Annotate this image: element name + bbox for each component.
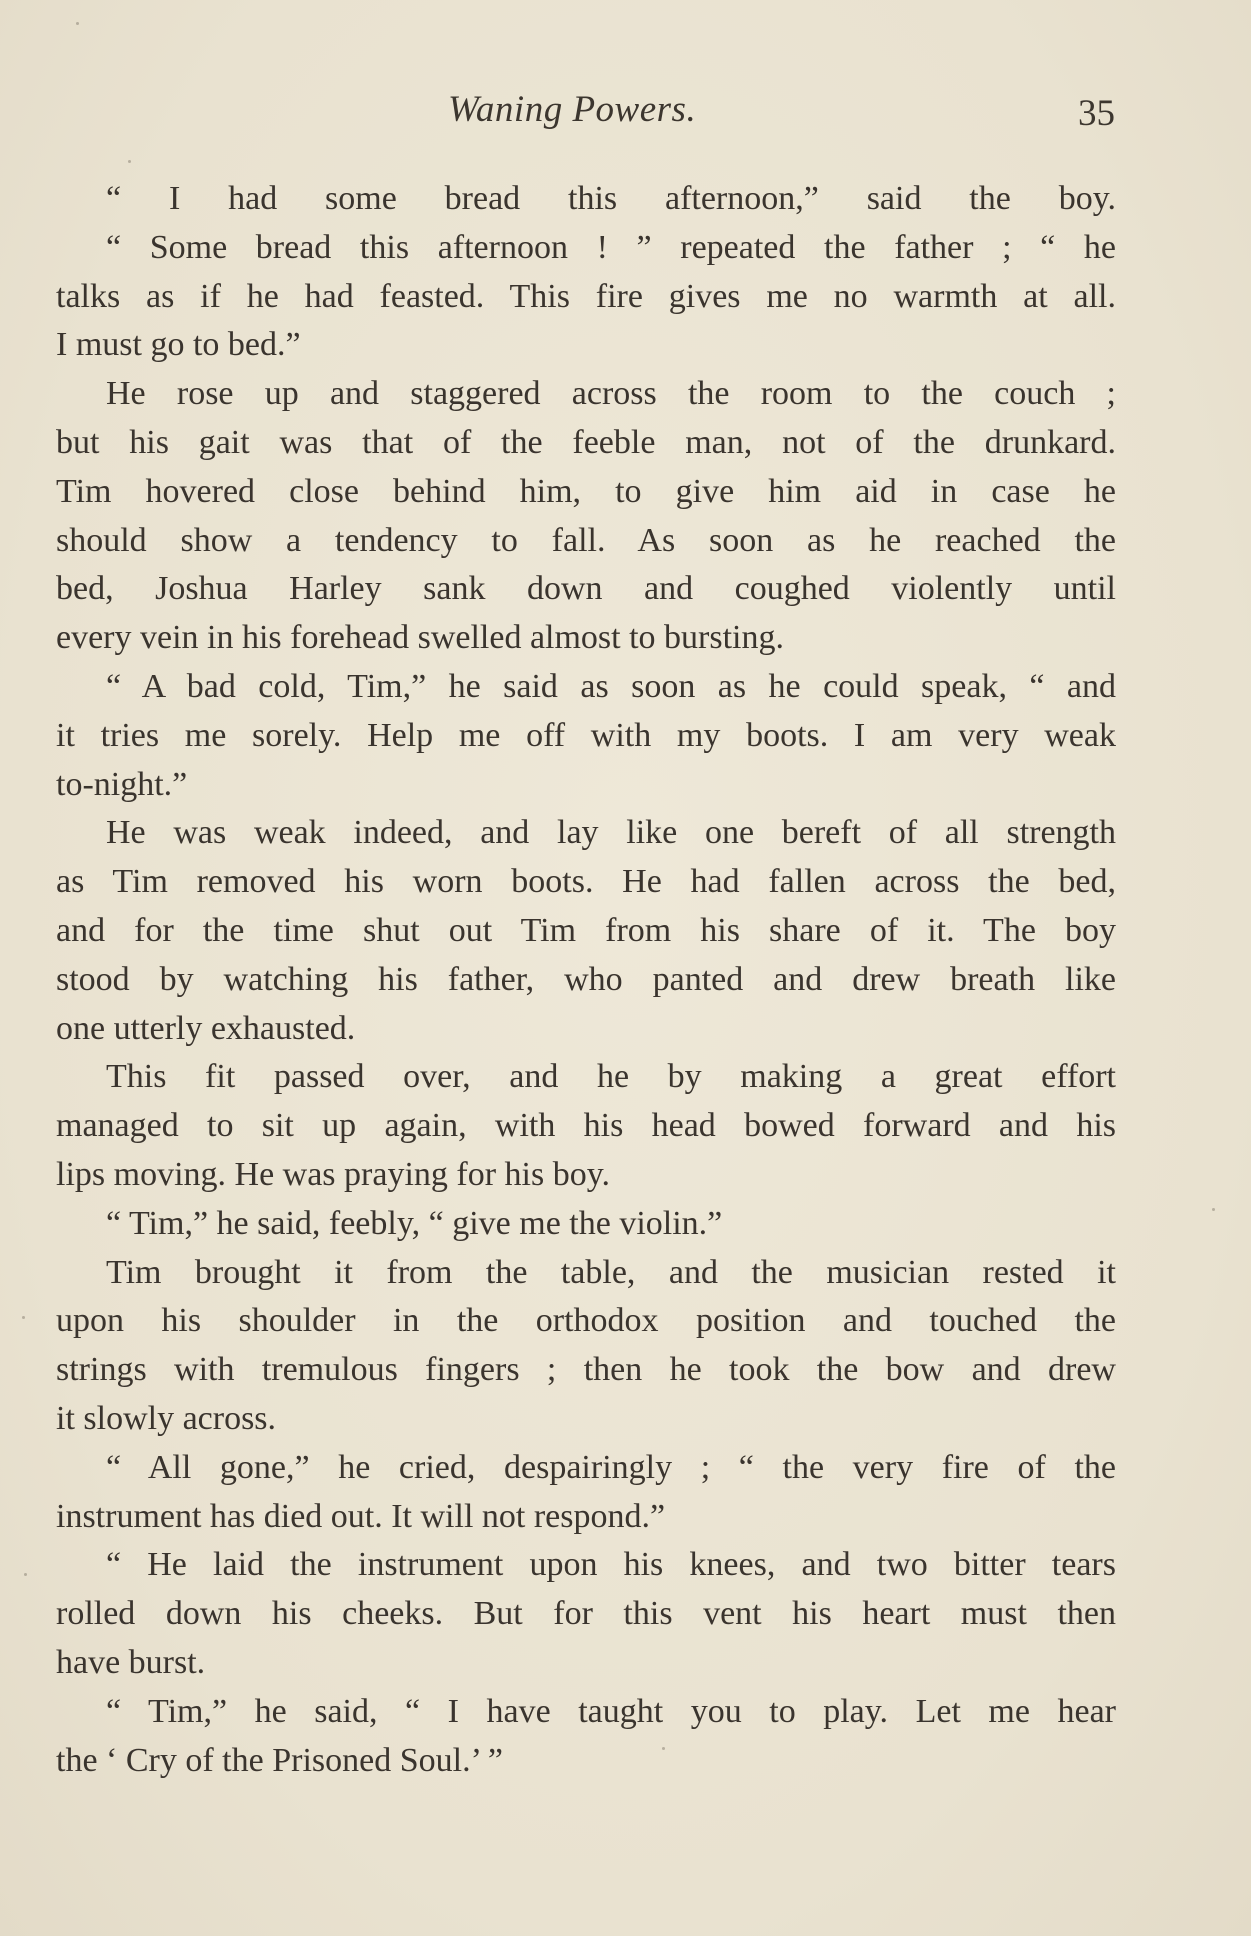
paper-speck xyxy=(662,1747,665,1750)
text-line: instrument has died out. It will not respond.” xyxy=(56,1497,666,1535)
text-line: one utterly exhausted. xyxy=(56,1009,356,1047)
text-line: “ He laid the instrument upon his knees, and two bitter tears xyxy=(106,1546,1116,1584)
text-line: “ Tim,” he said, “ I have taught you to play. Let me hear xyxy=(106,1692,1116,1730)
text-line: the ‘ Cry of the Prisoned Soul.’ ” xyxy=(56,1741,503,1779)
text-line: This fit passed over, and he by making a great effort xyxy=(106,1058,1116,1096)
text-line: “ I had some bread this afternoon,” said the boy. xyxy=(106,180,1116,217)
text-line: upon his shoulder in the orthodox position and touched the xyxy=(56,1302,1116,1340)
text-line: it tries me sorely. Help me off with my boots. I am very weak xyxy=(56,716,1116,754)
text-line: He was weak indeed, and lay like one bereft of all strength xyxy=(106,814,1116,852)
text-line: bed, Joshua Harley sank down and coughed violently until xyxy=(56,570,1116,608)
text-line: every vein in his forehead swelled almost to bursting. xyxy=(56,619,784,657)
paper-speck xyxy=(128,160,131,163)
paper-speck xyxy=(1212,1208,1215,1211)
text-line: managed to sit up again, with his head bowed forward and his xyxy=(56,1107,1116,1145)
page-number: 35 xyxy=(1078,93,1115,134)
text-line: stood by watching his father, who panted and drew breath like xyxy=(56,960,1116,998)
text-line: Tim hovered close behind him, to give him aid in case he xyxy=(56,472,1116,510)
running-title: Waning Powers. xyxy=(448,89,697,130)
text-line: He rose up and staggered across the room to the couch ; xyxy=(106,375,1116,413)
text-line: Tim brought it from the table, and the musician rested it xyxy=(106,1253,1116,1291)
text-line: and for the time shut out Tim from his share of it. The boy xyxy=(56,911,1116,949)
text-line: rolled down his cheeks. But for this vent his heart must then xyxy=(56,1595,1116,1633)
paper-speck xyxy=(24,1573,27,1576)
running-header xyxy=(0,88,1251,138)
text-line: but his gait was that of the feeble man, not of the drunkard. xyxy=(56,423,1116,461)
text-line: lips moving. He was praying for his boy. xyxy=(56,1155,611,1193)
text-line: I must go to bed.” xyxy=(56,326,301,364)
body-text xyxy=(56,175,1116,1785)
text-line: “ A bad cold, Tim,” he said as soon as he could speak, “ and xyxy=(106,667,1116,705)
text-line: “ Tim,” he said, feebly, “ give me the violin.” xyxy=(106,1204,723,1242)
text-line: “ All gone,” he cried, despairingly ; “ the very fire of the xyxy=(106,1448,1116,1486)
text-line: should show a tendency to fall. As soon as he reached the xyxy=(56,521,1116,559)
text-line: to-night.” xyxy=(56,765,188,803)
text-line: it slowly across. xyxy=(56,1399,277,1437)
paper-speck xyxy=(22,1316,25,1319)
text-line: as Tim removed his worn boots. He had fallen across the bed, xyxy=(56,863,1116,901)
text-line: talks as if he had feasted. This fire gives me no warmth at all. xyxy=(56,277,1116,315)
text-line: have burst. xyxy=(56,1643,206,1681)
paper-speck xyxy=(76,22,79,25)
text-line: strings with tremulous fingers ; then he took the bow and drew xyxy=(56,1351,1116,1389)
text-line: “ Some bread this afternoon ! ” repeated the father ; “ he xyxy=(106,228,1116,266)
